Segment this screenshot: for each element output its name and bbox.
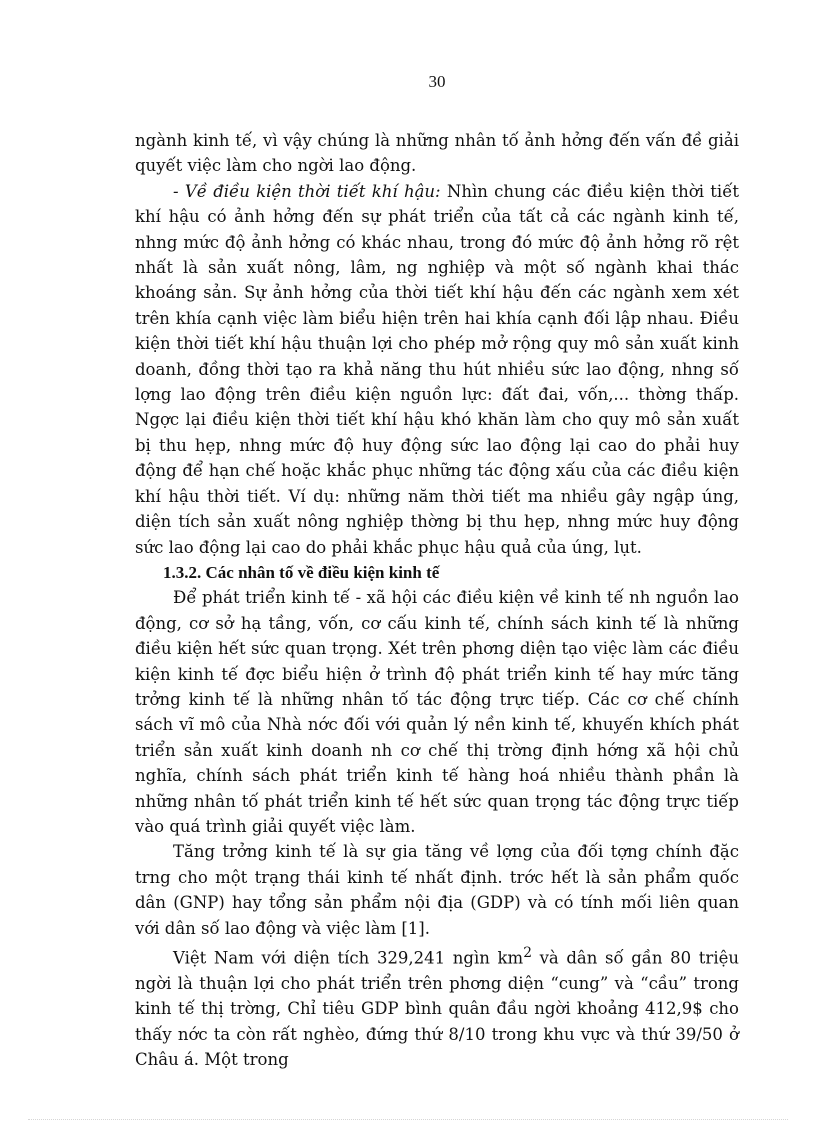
- climate-lead: - Về điều kiện thời tiết khí hậu:: [173, 181, 441, 201]
- page-number: 30: [428, 72, 446, 91]
- paragraph-economic: Để phát triển kinh tế - xã hội các điều kiện về kinh tế nh nguồn lao động, cơ sở hạ tầng, vốn, cơ cấu kinh tế, chính sách kinh tế là những điều kiện hết sức quan trọng. Xét trên phơng diện tạo việc làm các điều kiện kinh tế đợc biểu hiện ở trình độ phát triển kinh tế hay mức tăng trởng kinh tế là những nhân tố tác động trực tiếp. Các cơ chế chính sách vĩ mô của Nhà nớc đối với quản lý nền kinh tế, khuyến khích phát triển sản xuất kinh doanh nh cơ chế thị trờng định hớng xã hội chủ nghĩa, chính sách phát triển kinh tế hàng hoá nhiều thành phần là những nhân tố phát triển kinh tế hết sức quan trọng tác động trực tiếp vào quá trình giải quyết việc làm.: [135, 588, 739, 836]
- paragraph-climate: [135, 179, 739, 560]
- superscript: 2: [523, 945, 532, 961]
- paragraph-1: ngành kinh tế, vì vậy chúng là những nhân tố ảnh hởng đến vấn đề giải quyết việc làm cho ngời lao động.: [135, 131, 739, 176]
- climate-text: Nhìn chung các điều kiện thời tiết khí hậu có ảnh hởng đến sự phát triển của tất cả các ngành kinh tế, nhng mức độ ảnh hởng có khác nhau, trong đó mức độ ảnh hởng rõ rệt nhất là sản xuất nông, lâm, ng nghiệp và một số ngành khai thác khoáng sản. Sự ảnh hởng của thời tiết khí hậu đến các ngành xem xét trên khía cạnh việc làm biểu hiện trên hai khía cạnh đối lập nhau. Điều kiện thời tiết khí hậu thuận lợi cho phép mở rộng quy mô sản xuất kinh doanh, đồng thời tạo ra khả năng thu hút nhiều sức lao động, nhng số lợng lao động trên điều kiện nguồn lực: đất đai, vốn,... thờng thấp. Ngợc lại điều kiện thời tiết khí hậu khó khăn làm cho quy mô sản xuất bị thu hẹp, nhng mức độ huy động sức lao động lại cao do phải huy động để hạn chế hoặc khắc phục những tác động xấu của các điều kiện khí hậu thời tiết. Ví dụ: những năm thời tiết ma nhiều gây ngập úng, diện tích sản xuất nông nghiệp thờng bị thu hẹp, nhng mức huy động sức lao động lại cao do phải khắc phục hậu quả của úng, lụt.: [135, 181, 739, 557]
- document-body: [135, 128, 739, 1073]
- footer-divider: [28, 1119, 788, 1120]
- section-heading: 1.3.2. Các nhân tố về điều kiện kinh tế: [163, 562, 440, 582]
- vietnam-text-before: Việt Nam với diện tích 329,241 ngìn km: [173, 948, 524, 968]
- paragraph-growth: Tăng trởng kinh tế là sự gia tăng về lợng của đối tợng chính đặc trng cho một trạng thái kinh tế nhất định. trớc hết là sản phẩm quốc dân (GNP) hay tổng sản phẩm nội địa (GDP) và có tính mối liên quan với dân số lao động và việc làm [1].: [135, 842, 739, 938]
- paragraph-vietnam: [135, 941, 739, 1073]
- vietnam-text-after: và dân số gần 80 triệu ngời là thuận lợi cho phát triển trên phơng diện “cung” và “cầu” trong kinh tế thị trờng, Chỉ tiêu GDP bình quân đầu ngời khoảng 412,9$ cho thấy nớc ta còn rất nghèo, đứng thứ 8/10 trong khu vực và thứ 39/50 ở Châu á. Một trong: [135, 948, 739, 1070]
